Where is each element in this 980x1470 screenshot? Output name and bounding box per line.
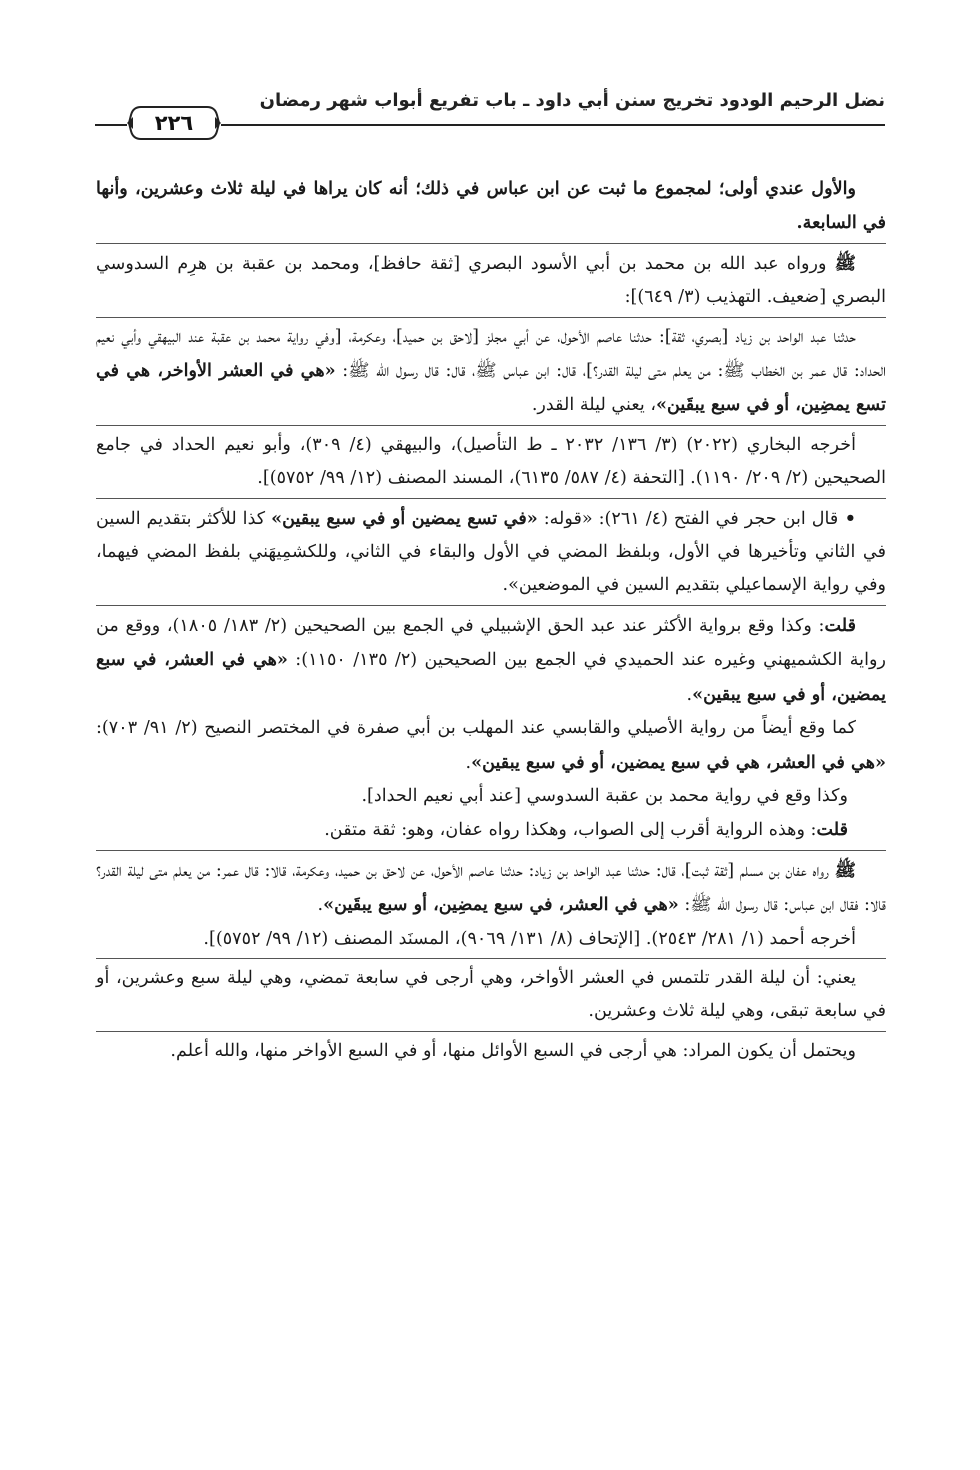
paragraph-p9 [96,813,886,847]
bold-run: قلت [816,819,848,841]
paragraph-p11 [96,923,886,956]
paragraph-p8 [96,780,886,813]
paragraph-separator [96,849,886,851]
paragraph-separator [96,957,886,959]
paragraph-p12 [96,962,886,1029]
text-run: ورواه عبد الله بن محمد بن أبي الأسود البصري [ثقة حافظ]، ومحمد بن عقبة بن هرِم السدوسي البصري [ضعيف. التهذيب (٣/ ٦٤٩)]: [96,253,886,308]
paragraph-separator [96,1030,886,1032]
text-run: قال ابن حجر في الفتح (٤/ ٢٦١): «قوله: [537,508,839,529]
bold-run: • [838,507,856,529]
paragraph-p6 [96,609,886,712]
page-number-ornament [127,103,221,143]
text-run: . [686,684,693,705]
paragraph-p10 [96,854,886,923]
bold-run: قلت [824,614,856,636]
bold-run: «هي في العشر، هي في سبع يمضين، أو في سبع يبقين» [471,751,886,773]
paragraph-p13 [96,1035,886,1068]
page-number: ٢٢٦ [154,111,194,135]
paragraph-p5 [96,502,886,603]
paragraph-separator [96,497,886,499]
text-run: : وهذه الرواية أقرب إلى الصواب، وهكذا رواه عفان، وهو: ثقة متقن. [324,820,817,841]
paragraph-marker-icon: ﷺ [834,859,856,881]
text-run: وكذا وقع في رواية محمد بن عقبة السدوسي [عند أبي نعيم الحداد]. [361,785,848,806]
paragraph-p3 [96,321,886,423]
paragraph-p2 [96,247,886,315]
paragraph-p4 [96,429,886,496]
text-run: يعني: أن ليلة القدر تلتمس في العشر الأواخر، وهي أرجى في سابعة تمضي، وهي ليلة سبع وعشرين، أو في سابعة تبقى، وهي ليلة ثلاث وعشرين. [96,967,886,1022]
text-run: : وكذا وقع برواية الأكثر عند عبد الحق الإشبيلي في الجمع بين الصحيحين (٢/ ١٨٣/ ١٨٠٥)، ووقع من رواية الكشميهني وغيره عند الحميدي في الجمع بين الصحيحين (٢/ ١٣٥/ ١١٥٠): [96,615,886,671]
paragraph-separator [96,242,886,244]
bold-run: «هي في العشر، في سبع يمضين، أو في سبع يبقين» [96,649,886,705]
text-run: . [317,895,324,916]
bold-run: «في تسع يمضين أو في سبع يبقين» [271,507,538,529]
text-run: ، يعني ليلة القدر. [531,395,657,416]
bold-run: «هي في العشر الأواخر، هي في تسع يمضِين، أو في سبع يبقَين» [96,360,886,416]
text-run: رواه عفان بن مسلم [ثقة ثبت]، قال: حدثنا عبد الواحد بن زياد: حدثنا عاصم الأحول، عن لاحق بن حميد، وعكرمة، قالا: قال عمر: من يعلم متى ليلة القدر؟ قالا: فقال ابن عباس: قال رسول الله ﷺ: [96,860,886,916]
paragraph-separator [96,604,886,606]
text-run: أخرجه أحمد (١/ ٢٨١/ ٢٥٤٣). [الإتحاف (٨/ ١٣١/ ٩٠٦٩)، المسنَد المصنف (١٢/ ٩٩/ ٥٧٥٢)]. [203,928,856,949]
text-run: كذا للأكثر بتقديم السين في الثاني وتأخيرها في الأول، وبلفظ المضي في الأول والبقاء في الثاني، وللكشمِيهَني بلفظ المضي فيهما، وفي رواية الإسماعيلي بتقديم السين في الموضعين». [96,508,886,596]
text-run: . [465,752,472,773]
paragraph-separator [96,316,886,318]
bold-run: والأول عندي أولى؛ لمجموع ما ثبت عن ابن عباس في ذلك؛ أنه كان يراها في ليلة ثلاث وعشرين، وأنها في السابعة. [96,178,886,234]
bold-run: «هي في العشر، في سبع يمضِين، أو سبع يبقَين» [323,894,679,916]
text-run: ويحتمل أن يكون المراد: هي أرجى في السبع الأوائل منها، أو في السبع الأواخر منها، والله أعلم. [170,1040,856,1061]
running-title: نضل الرحيم الودود تخريج سنن أبي داود ـ باب تفريع أبواب شهر رمضان [259,90,885,111]
text-run: أخرجه البخاري (٢٠٢٢) (٣/ ١٣٦/ ٢٠٣٢ ـ ط التأصيل)، والبيهقي (٤/ ٣٠٩)، وأبو نعيم الحداد في جامع الصحيحين (٢/ ٢٠٩/ ١١٩٠). [التحفة (٤/ ٥٨٧/ ٦١٣٥)، المسند المصنف (١٢/ ٩٩/ ٥٧٥٢)]. [96,434,886,489]
text-run: حدثنا عبد الواحد بن زياد [بصري، ثقة]: حدثنا عاصم الأحول، عن أبي مجلز [لاحق بن حميد]، وعكرمة، [وفي رواية محمد بن عقبة عند البيهقي وأبي نعيم الحداد: قال عمر بن الخطاب ﷺ: من يعلم متى ليلة القدر؟]، قال: ابن عباس ﷺ، قال: قال رسول الله ﷺ: [96,326,886,382]
paragraph-marker-icon: ﷺ [834,252,856,274]
paragraph-separator [96,424,886,426]
text-run: كما وقع أيضاً من رواية الأصيلي والقابسي عند المهلب بن أبي صفرة في المختصر النصيح (٢/ ٩١/ ٧٠٣): [96,718,856,739]
paragraph-p1 [96,172,886,241]
document-body [96,172,886,1068]
page-header [95,88,885,152]
paragraph-p7 [96,712,886,780]
